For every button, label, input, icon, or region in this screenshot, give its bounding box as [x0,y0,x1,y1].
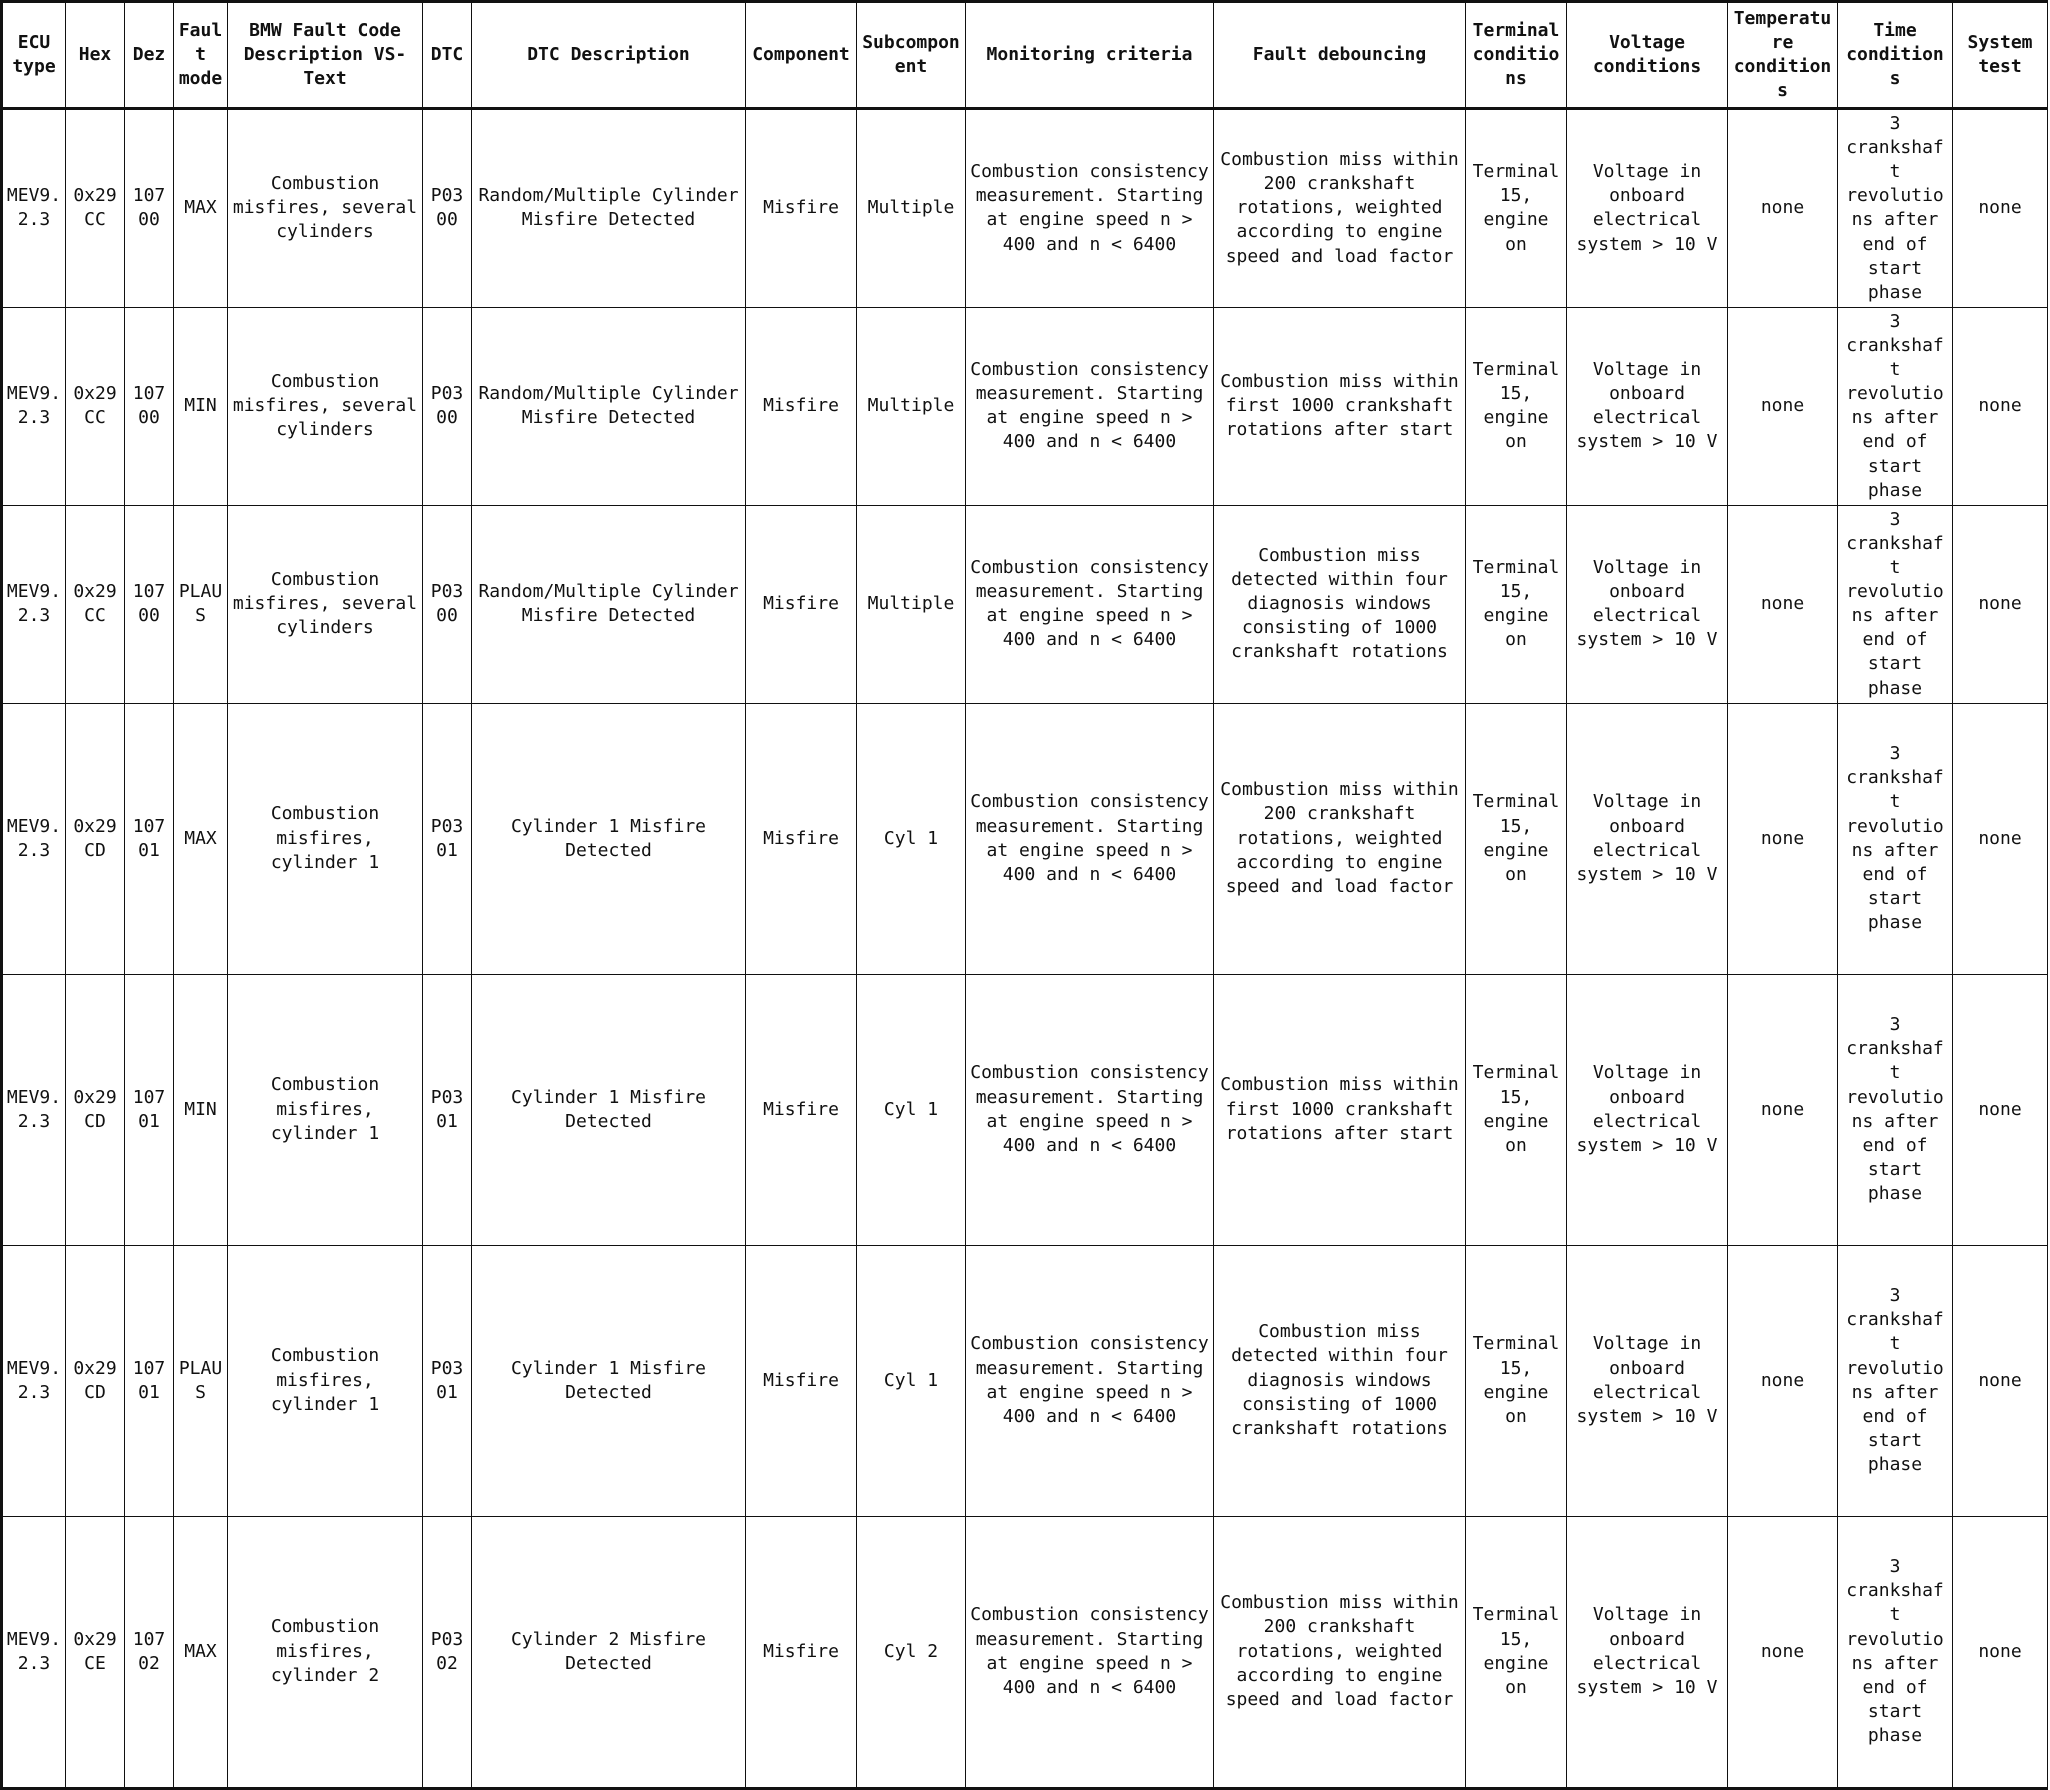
table-cell: MEV9.2.3 [2,974,66,1245]
table-cell: MAX [174,703,228,974]
table-cell: Misfire [746,974,857,1245]
table-cell: Cyl 1 [857,703,966,974]
table-cell: Cylinder 1 Misfire Detected [472,703,746,974]
table-cell: Misfire [746,109,857,308]
table-row [2,1516,2048,1788]
table-cell: MEV9.2.3 [2,307,66,505]
table-cell: 3 crankshaft revolutions after end of start phase [1838,974,1953,1245]
column-header: Fault mode [174,2,228,109]
table-cell: P0302 [423,1516,472,1788]
table-cell: Misfire [746,1516,857,1788]
table-cell: Cyl 1 [857,1245,966,1516]
table-cell: none [1728,307,1838,505]
table-cell: 10702 [125,1516,174,1788]
table-cell: Combustion misfires, cylinder 1 [228,974,423,1245]
column-header: Hex [66,2,125,109]
table-cell: MEV9.2.3 [2,1516,66,1788]
table-cell: none [1953,307,2048,505]
table-cell: Cyl 2 [857,1516,966,1788]
table-cell: Combustion miss within 200 crankshaft rotations, weighted according to engine speed and load factor [1214,1516,1466,1788]
table-cell: P0301 [423,1245,472,1516]
table-cell: Multiple [857,109,966,308]
table-cell: none [1953,974,2048,1245]
table-cell: 10701 [125,703,174,974]
column-header: Dez [125,2,174,109]
header-row [2,2,2048,109]
table-cell: Combustion misfires, several cylinders [228,505,423,703]
table-cell: Combustion miss within 200 crankshaft rotations, weighted according to engine speed and load factor [1214,703,1466,974]
table-cell: none [1728,505,1838,703]
table-cell: Combustion consistency measurement. Starting at engine speed n > 400 and n < 6400 [966,974,1214,1245]
table-cell: 3 crankshaft revolutions after end of start phase [1838,1516,1953,1788]
table-cell: Voltage in onboard electrical system > 10 V [1567,703,1728,974]
table-cell: P0300 [423,109,472,308]
table-cell: MIN [174,307,228,505]
table-cell: 10701 [125,1245,174,1516]
table-cell: 0x29CC [66,307,125,505]
table-cell: none [1728,1516,1838,1788]
table-cell: MEV9.2.3 [2,1245,66,1516]
table-cell: Multiple [857,307,966,505]
table-cell: Cyl 1 [857,974,966,1245]
table-cell: Random/Multiple Cylinder Misfire Detected [472,109,746,308]
table-cell: PLAUS [174,1245,228,1516]
column-header: ECU type [2,2,66,109]
column-header: Subcomponent [857,2,966,109]
table-cell: Voltage in onboard electrical system > 10 V [1567,109,1728,308]
table-cell: Voltage in onboard electrical system > 10 V [1567,1516,1728,1788]
table-cell: none [1728,1245,1838,1516]
table-cell: MAX [174,1516,228,1788]
table-cell: MIN [174,974,228,1245]
table-cell: Multiple [857,505,966,703]
table-cell: 3 crankshaft revolutions after end of start phase [1838,505,1953,703]
table-body [2,109,2048,1789]
table-cell: Combustion consistency measurement. Starting at engine speed n > 400 and n < 6400 [966,307,1214,505]
table-cell: 0x29CD [66,974,125,1245]
table-cell: Terminal 15, engine on [1466,307,1567,505]
table-cell: Combustion misfires, cylinder 2 [228,1516,423,1788]
table-cell: 3 crankshaft revolutions after end of start phase [1838,307,1953,505]
table-cell: 0x29CD [66,1245,125,1516]
table-cell: Voltage in onboard electrical system > 10 V [1567,974,1728,1245]
table-cell: MEV9.2.3 [2,109,66,308]
table-cell: 0x29CD [66,703,125,974]
table-cell: Terminal 15, engine on [1466,109,1567,308]
table-cell: MEV9.2.3 [2,703,66,974]
table-cell: Combustion misfires, several cylinders [228,109,423,308]
table-cell: MEV9.2.3 [2,505,66,703]
table-cell: none [1953,109,2048,308]
table-cell: 3 crankshaft revolutions after end of start phase [1838,1245,1953,1516]
table-cell: Misfire [746,1245,857,1516]
table-cell: Terminal 15, engine on [1466,505,1567,703]
table-cell: P0301 [423,974,472,1245]
table-cell: Combustion misfires, cylinder 1 [228,703,423,974]
table-cell: Combustion consistency measurement. Starting at engine speed n > 400 and n < 6400 [966,703,1214,974]
table-cell: Random/Multiple Cylinder Misfire Detected [472,307,746,505]
table-row [2,505,2048,703]
table-cell: Cylinder 1 Misfire Detected [472,1245,746,1516]
table-cell: Misfire [746,703,857,974]
table-cell: 10700 [125,109,174,308]
table-cell: Terminal 15, engine on [1466,703,1567,974]
table-cell: Random/Multiple Cylinder Misfire Detected [472,505,746,703]
table-cell: 0x29CC [66,109,125,308]
column-header: Voltage conditions [1567,2,1728,109]
table-cell: none [1953,1245,2048,1516]
table-row [2,703,2048,974]
table-cell: none [1953,505,2048,703]
table-cell: none [1728,974,1838,1245]
table-cell: Combustion miss detected within four diagnosis windows consisting of 1000 crankshaft rotations [1214,505,1466,703]
table-cell: Combustion miss within first 1000 crankshaft rotations after start [1214,974,1466,1245]
table-cell: Combustion consistency measurement. Starting at engine speed n > 400 and n < 6400 [966,109,1214,308]
table-cell: 10701 [125,974,174,1245]
table-cell: Cylinder 1 Misfire Detected [472,974,746,1245]
table-cell: Combustion consistency measurement. Starting at engine speed n > 400 and n < 6400 [966,1516,1214,1788]
table-cell: P0300 [423,505,472,703]
table-cell: MAX [174,109,228,308]
column-header: DTC Description [472,2,746,109]
table-cell: Combustion misfires, cylinder 1 [228,1245,423,1516]
table-row [2,109,2048,308]
table-row [2,307,2048,505]
table-cell: none [1953,1516,2048,1788]
column-header: Monitoring criteria [966,2,1214,109]
table-row [2,1245,2048,1516]
column-header: Terminal conditions [1466,2,1567,109]
table-cell: none [1953,703,2048,974]
table-cell: none [1728,109,1838,308]
table-cell: 10700 [125,307,174,505]
table-cell: Misfire [746,505,857,703]
table-cell: Terminal 15, engine on [1466,1245,1567,1516]
table-cell: 10700 [125,505,174,703]
table-cell: Voltage in onboard electrical system > 10 V [1567,307,1728,505]
column-header: Temperature conditions [1728,2,1838,109]
table-cell: 3 crankshaft revolutions after end of start phase [1838,109,1953,308]
table-cell: Combustion miss detected within four diagnosis windows consisting of 1000 crankshaft rotations [1214,1245,1466,1516]
column-header: Fault debouncing [1214,2,1466,109]
table-cell: none [1728,703,1838,974]
table-cell: Combustion misfires, several cylinders [228,307,423,505]
column-header: BMW Fault Code Description VS-Text [228,2,423,109]
column-header: Component [746,2,857,109]
table-cell: Combustion consistency measurement. Starting at engine speed n > 400 and n < 6400 [966,505,1214,703]
column-header: DTC [423,2,472,109]
table-row [2,974,2048,1245]
table-cell: Voltage in onboard electrical system > 10 V [1567,505,1728,703]
table-cell: Misfire [746,307,857,505]
table-cell: Terminal 15, engine on [1466,974,1567,1245]
column-header: Time conditions [1838,2,1953,109]
column-header: System test [1953,2,2048,109]
table-cell: PLAUS [174,505,228,703]
table-cell: 3 crankshaft revolutions after end of start phase [1838,703,1953,974]
table-cell: P0300 [423,307,472,505]
table-cell: Combustion miss within first 1000 crankshaft rotations after start [1214,307,1466,505]
table-cell: Cylinder 2 Misfire Detected [472,1516,746,1788]
table-cell: Voltage in onboard electrical system > 10 V [1567,1245,1728,1516]
table-cell: 0x29CE [66,1516,125,1788]
table-cell: Combustion consistency measurement. Starting at engine speed n > 400 and n < 6400 [966,1245,1214,1516]
table-cell: P0301 [423,703,472,974]
table-cell: Terminal 15, engine on [1466,1516,1567,1788]
table-cell: 0x29CC [66,505,125,703]
table-cell: Combustion miss within 200 crankshaft rotations, weighted according to engine speed and load factor [1214,109,1466,308]
